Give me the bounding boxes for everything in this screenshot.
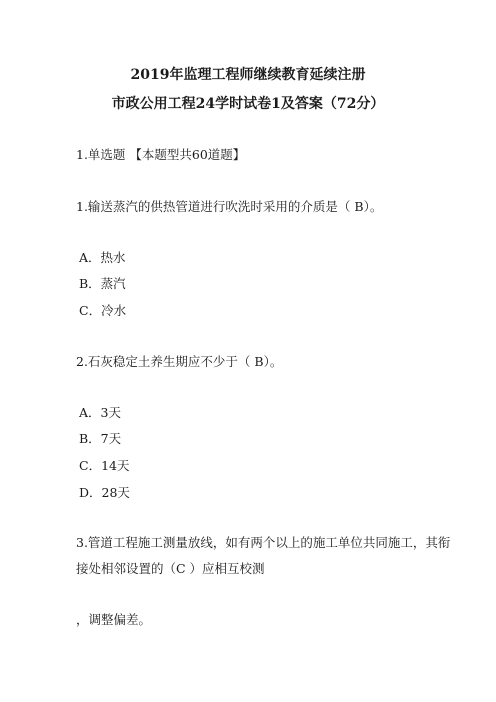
question-3-text-line-3: ，调整偏差。 xyxy=(76,612,152,627)
question-2-option-d: D．28天 xyxy=(79,485,130,500)
question-1-text: 1.输送蒸汽的供热管道进行吹洗时采用的介质是（ B）。 xyxy=(76,199,383,214)
question-1-option-c: C．冷水 xyxy=(79,303,127,318)
question-1-option-a: A．热水 xyxy=(79,250,126,265)
document-title-line-2: 市政公用工程24学时试卷1及答案（72分） xyxy=(111,96,385,112)
question-2-text: 2.石灰稳定土养生期应不少于（ B）。 xyxy=(76,354,283,369)
question-2-option-b: B．7天 xyxy=(79,431,122,446)
document-title-line-1: 2019年监理工程师继续教育延续注册 xyxy=(130,67,366,83)
question-2-option-a: A．3天 xyxy=(79,405,121,420)
question-1-option-b: B．蒸汽 xyxy=(79,276,126,291)
question-2-option-c: C．14天 xyxy=(79,458,130,473)
question-3-text-line-2: 接处相邻设置的（C ）应相互校测 xyxy=(76,561,265,576)
section-header: 1.单选题 【本题型共60道题】 xyxy=(76,147,246,162)
question-3-text-line-1: 3.管道工程施工测量放线，如有两个以上的施工单位共同施工，其衔 xyxy=(76,535,451,550)
